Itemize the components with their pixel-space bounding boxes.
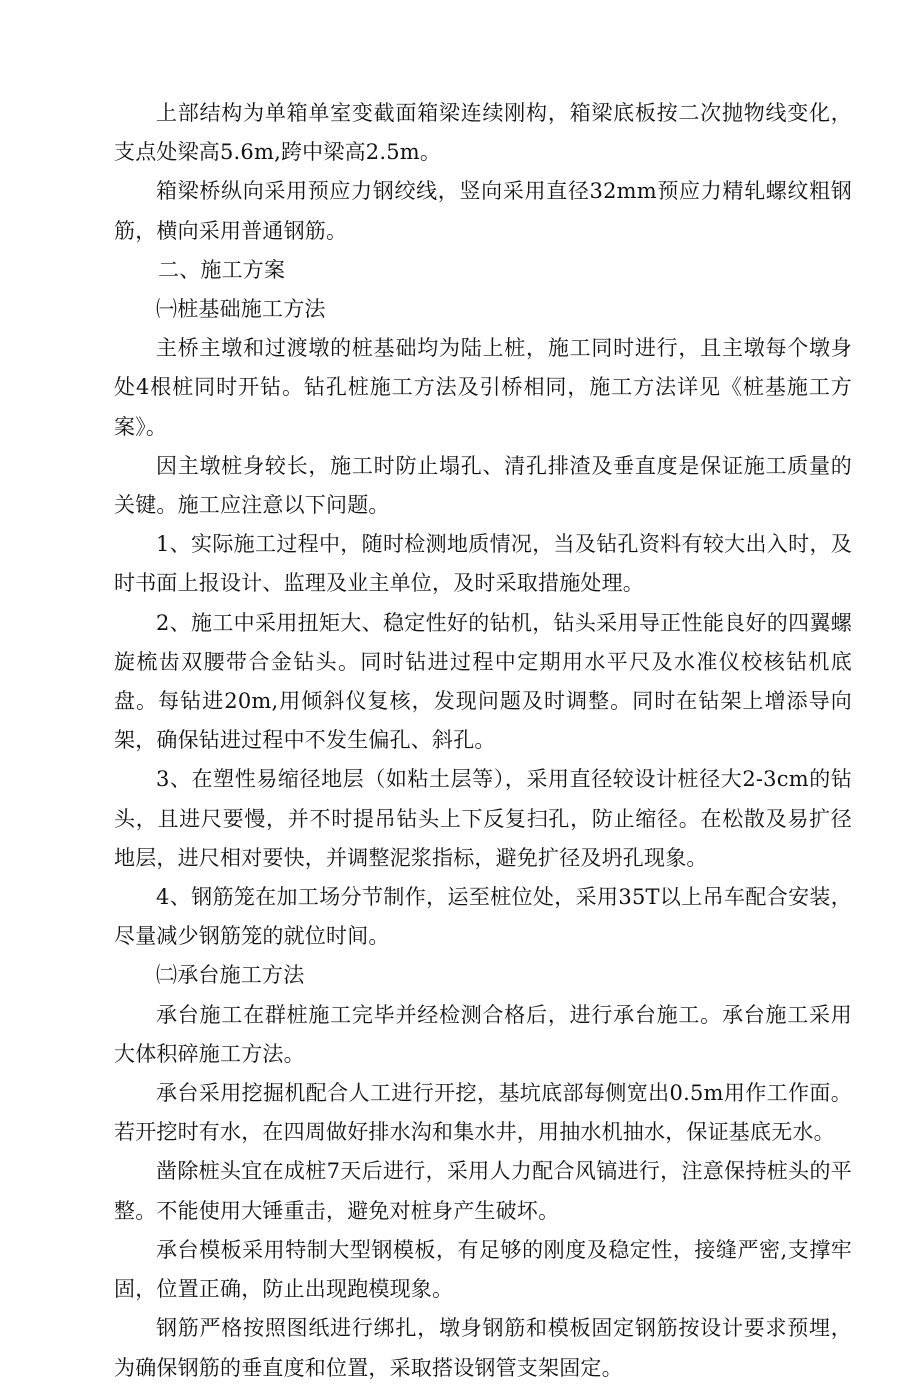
paragraph-pile-overview: 主桥主墩和过渡墩的桩基础均为陆上桩，施工同时进行，且主墩每个墩身处4根桩同时开钻。钻孔桩施工方法及引桥相同，施工方法详见《桩基施工方案》。 xyxy=(114,336,852,439)
paragraph-rebar: 钢筋严格按照图纸进行绑扎，墩身钢筋和模板固定钢筋按设计要求预埋，为确保钢筋的垂直度和位置，采取搭设钢管支架固定。 xyxy=(114,1316,852,1380)
paragraph-excavation: 承台采用挖掘机配合人工进行开挖，基坑底部每侧宽出0.5m用作工作面。若开挖时有水，在四周做好排水沟和集水井，用抽水机抽水，保证基底无水。 xyxy=(114,1081,852,1145)
list-item-3: 3、在塑性易缩径地层（如粘土层等），采用直径较设计桩径大2-3cm的钻头，且进尺要慢，并不时提吊钻头上下反复扫孔，防止缩径。在松散及易扩径地层，进尺相对要快，并调整泥浆指标，避免扩径及坍孔现象。 xyxy=(114,767,852,870)
subheading-pile-foundation: ㈠桩基础施工方法 xyxy=(156,297,326,322)
paragraph-pile-issues: 因主墩桩身较长，施工时防止塌孔、清孔排渣及垂直度是保证施工质量的关键。施工应注意以下问题。 xyxy=(114,453,852,518)
list-item-4: 4、钢筋笼在加工场分节制作，运至桩位处，采用35T以上吊车配合安装，尽量减少钢筋笼的就位时间。 xyxy=(114,885,852,949)
list-item-2: 2、施工中采用扭矩大、稳定性好的钻机，钻头采用导正性能良好的四翼螺旋梳齿双腰带合金钻头。同时钻进过程中定期用水平尺及水准仪校核钻机底盘。每钻进20m,用倾斜仪复核，发现问题及时调整。同时在钻架上增添导向架，确保钻进过程中不发生偏孔、斜孔。 xyxy=(114,610,852,753)
list-item-1: 1、实际施工过程中，随时检测地质情况，当及钻孔资料有较大出入时，及时书面上报设计、监理及业主单位，及时采取措施处理。 xyxy=(114,532,852,596)
paragraph-prestress: 箱梁桥纵向采用预应力钢绞线，竖向采用直径32mm预应力精轧螺纹粗钢筋，横向采用普通钢筋。 xyxy=(114,179,852,243)
section-heading-construction-plan: 二、施工方案 xyxy=(158,257,286,282)
paragraph-formwork: 承台模板采用特制大型钢模板，有足够的刚度及稳定性，接缝严密,支撑牢固，位置正确，防止出现跑模现象。 xyxy=(114,1237,852,1302)
paragraph-superstructure: 上部结构为单箱单室变截面箱梁连续刚构，箱梁底板按二次抛物线变化，支点处梁高5.6m,跨中梁高2.5m。 xyxy=(114,101,852,165)
subheading-pile-cap: ㈡承台施工方法 xyxy=(156,963,305,988)
paragraph-pile-head: 凿除桩头宜在成桩7天后进行，采用人力配合风镐进行，注意保持桩头的平整。不能使用大锤重击，避免对桩身产生破坏。 xyxy=(114,1159,852,1223)
paragraph-cap-overview: 承台施工在群桩施工完毕并经检测合格后，进行承台施工。承台施工采用大体积碎施工方法。 xyxy=(114,1002,852,1066)
